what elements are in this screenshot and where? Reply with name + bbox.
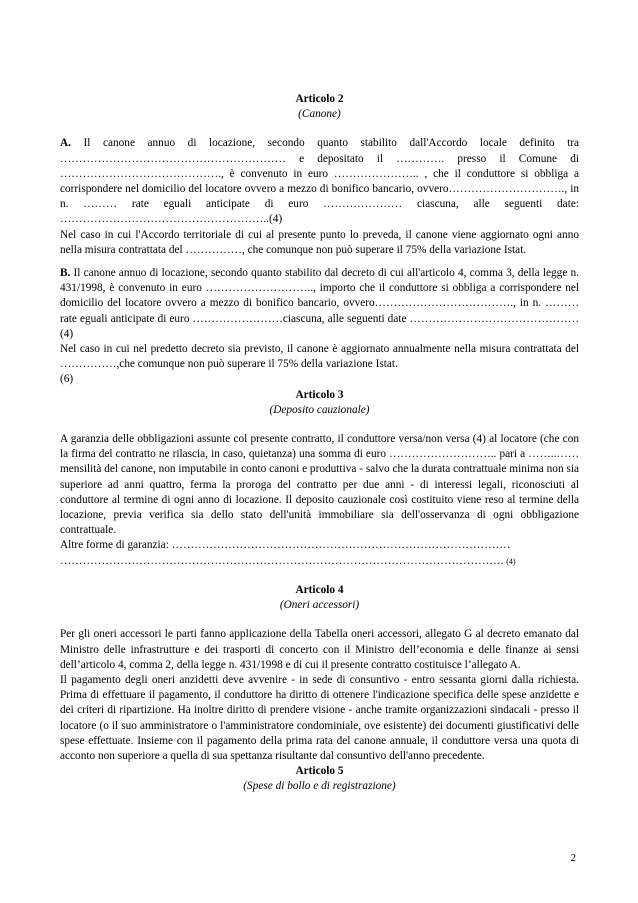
- article-3-other-line: [60, 554, 579, 569]
- article-4-text: Per gli oneri accessori le parti fanno applicazione della Tabella oneri accessori, allegato G al decreto emanato dal Ministro delle infrastrutture e dei trasporti di concerto con il Ministro dell’economia e delle finanze ai sensi dell’articolo 4, comma 2, della legge n. 431/1998 e di cui il presente contratto costituisce l’allegato A.: [60, 628, 579, 671]
- article-2-title: Articolo 2: [295, 93, 344, 105]
- other-line-dots: ……………………………………………………………………………………………………….: [60, 554, 504, 567]
- page-number: 2: [570, 852, 576, 864]
- section-b-text: Il canone annuo di locazione, secondo quanto stabilito dal decreto di cui all'articolo 4, comma 3, della legge n. 431/1998, è convenuto in euro ……………………….., importo che il conduttore si obbliga a corrispondere nel domicilio del locatore ovvero a mezzo di bonifico bancario, ovvero………………………………., in n. ……… rate eguali anticipate di euro ……………………ciascuna, alle seguenti date ……………………………………… (4): [60, 267, 579, 340]
- article-3-title: Articolo 3: [295, 388, 344, 401]
- article-3-text: A garanzia delle obbligazioni assunte col presente contratto, il conduttore versa/non versa (4) al locatore (che con la firma del contratto ne rilascia, in caso, quietanza) una somma di euro ……………………….. pari a ……..…… mensilità del canone, non imputabile in conto canoni e produttiva - salvo che la durata contrattuale minima non sia superiore ad anni quattro, ferma la proroga del contratto per due anni - di interessi legali, riconosciuti al conduttore al termine di ogni anno di locazione. Il deposito cauzionale così costituito viene reso al termine della locazione, previa verifica sia dello stato dell'unità immobiliare sia dell'osservanza di ogni obbligazione contrattuale.: [60, 433, 579, 537]
- article-4-subtitle: (Oneri accessori): [279, 599, 360, 612]
- article-2-section-a-update: Nel caso in cui l'Accordo territoriale di cui al presente punto lo preveda, il canone viene aggiornato ogni anno nella misura contrattata del ……………, che comunque non può superare il 75% della variazione Istat.: [60, 228, 579, 256]
- note-6: (6): [60, 373, 74, 386]
- article-2-section-b: [60, 266, 579, 342]
- article-2-subtitle: (Canone): [298, 108, 341, 121]
- article-3-other-guarantees: Altre forme di garanzia: ………………………………………………………………………………: [60, 539, 511, 552]
- other-note: (4): [506, 556, 516, 566]
- article-4-text-2: Il pagamento degli oneri anzidetti deve avvenire - in sede di consuntivo - entro sessanta giorni dalla richiesta. Prima di effettuare il pagamento, il conduttore ha diritto di ottenere l'indicazione specifica delle spese anzidette e dei criteri di ripartizione. Ha inoltre diritto di prendere visione - anche tramite organizzazioni sindacali - presso il locatore (o il suo amministratore o l'amministratore condominiale, ove esistente) dei documenti giustificativi delle spese effettuate. Insieme con il pagamento della prima rata del canone annuale, il conduttore versa una quota di acconto non superiore a quella di sua spettanza risultante dal consuntivo dell'anno precedente.: [60, 673, 579, 762]
- section-a-label: A.: [60, 137, 71, 150]
- document-page: [60, 92, 579, 795]
- article-3-subtitle: (Deposito cauzionale): [269, 403, 370, 416]
- section-a-text: Il canone annuo di locazione, secondo quanto stabilito dall'Accordo locale definito tra …………………………………………………… e depositato il …………. presso il Comune di ……………………………………., è convenuto in euro ………………….. , che il conduttore si obbliga a corrispondere nel domicilio del locatore ovvero a mezzo di bonifico bancario, ovvero…………………………., in n. ……… rate eguali anticipate di euro ………………… ciascuna, alle seguenti date: ………………………………………………..(4): [60, 137, 579, 226]
- article-2-section-b-update: Nel caso in cui nel predetto decreto sia previsto, il canone è aggiornato annualmente nella misura contrattata del ……………,che comunque non può superare il 75% della variazione Istat.: [60, 343, 579, 371]
- section-b-label: B.: [60, 267, 71, 280]
- article-2-section-a: [60, 136, 579, 227]
- article-5-subtitle: (Spese di bollo e di registrazione): [243, 780, 396, 793]
- article-5-title: Articolo 5: [295, 765, 344, 778]
- article-4-title: Articolo 4: [295, 583, 344, 596]
